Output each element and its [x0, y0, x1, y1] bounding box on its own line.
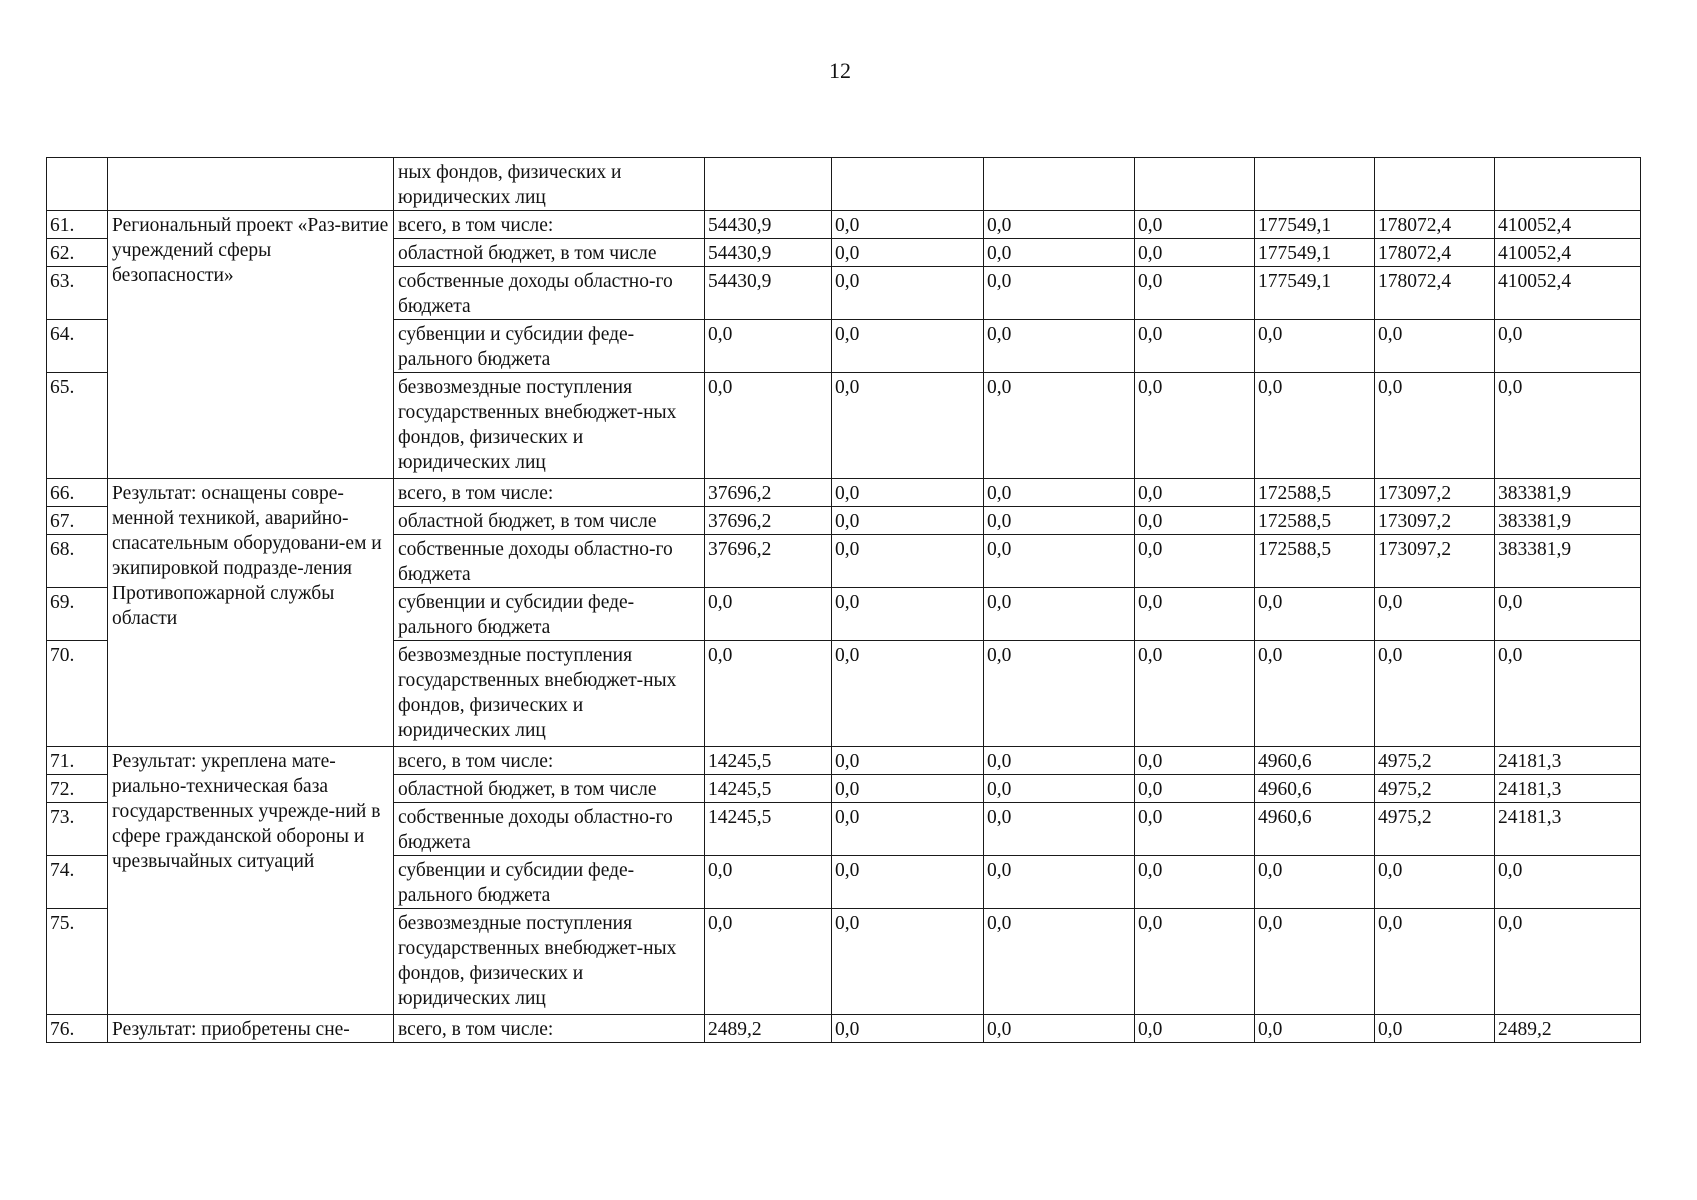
funding-source-cell: всего, в том числе:: [394, 211, 705, 239]
item-name-cell: Результат: оснащены совре-менной техникой, аварийно-спасательным оборудовани-ем и экипировкой подразде-ления Противопожарной службы области: [108, 479, 394, 747]
row-number-cell: 62.: [47, 239, 108, 267]
value-cell: [705, 158, 832, 211]
row-number-cell: 74.: [47, 856, 108, 909]
value-cell: 0,0: [984, 747, 1135, 775]
funding-source-cell: субвенции и субсидии феде-рального бюджета: [394, 856, 705, 909]
row-number-cell: 72.: [47, 775, 108, 803]
value-cell: 14245,5: [705, 747, 832, 775]
value-cell: 0,0: [984, 588, 1135, 641]
value-cell: 0,0: [832, 856, 984, 909]
item-name-cell: Региональный проект «Раз-витие учреждений сферы безопасности»: [108, 211, 394, 479]
value-cell: 0,0: [832, 641, 984, 747]
row-number-cell: 66.: [47, 479, 108, 507]
value-cell: 0,0: [1135, 1015, 1255, 1043]
value-cell: 177549,1: [1255, 211, 1375, 239]
value-cell: [832, 158, 984, 211]
value-cell: 172588,5: [1255, 479, 1375, 507]
value-cell: 24181,3: [1495, 803, 1641, 856]
value-cell: 2489,2: [705, 1015, 832, 1043]
value-cell: 0,0: [832, 267, 984, 320]
value-cell: 0,0: [1135, 507, 1255, 535]
value-cell: 178072,4: [1375, 239, 1495, 267]
value-cell: 0,0: [984, 479, 1135, 507]
funding-source-cell: субвенции и субсидии феде-рального бюджета: [394, 320, 705, 373]
value-cell: 0,0: [1495, 909, 1641, 1015]
funding-source-cell: всего, в том числе:: [394, 747, 705, 775]
value-cell: 0,0: [705, 373, 832, 479]
funding-source-cell: собственные доходы областно-го бюджета: [394, 535, 705, 588]
value-cell: 0,0: [1135, 775, 1255, 803]
funding-source-cell: всего, в том числе:: [394, 1015, 705, 1043]
value-cell: 0,0: [984, 909, 1135, 1015]
value-cell: 0,0: [832, 320, 984, 373]
funding-source-cell: ных фондов, физических и юридических лиц: [394, 158, 705, 211]
row-number-cell: 76.: [47, 1015, 108, 1043]
row-number-cell: 75.: [47, 909, 108, 1015]
value-cell: 383381,9: [1495, 535, 1641, 588]
value-cell: 0,0: [705, 909, 832, 1015]
value-cell: 0,0: [1135, 856, 1255, 909]
table-body: [47, 158, 1641, 1015]
value-cell: 37696,2: [705, 507, 832, 535]
value-cell: 0,0: [984, 507, 1135, 535]
value-cell: 173097,2: [1375, 535, 1495, 588]
value-cell: 4960,6: [1255, 747, 1375, 775]
value-cell: 0,0: [1135, 479, 1255, 507]
value-cell: 0,0: [832, 909, 984, 1015]
value-cell: 0,0: [984, 1015, 1135, 1043]
table-row: [47, 1015, 1641, 1043]
funding-source-cell: областной бюджет, в том числе: [394, 775, 705, 803]
value-cell: 0,0: [832, 479, 984, 507]
value-cell: 0,0: [1255, 641, 1375, 747]
value-cell: [1495, 158, 1641, 211]
value-cell: 4975,2: [1375, 747, 1495, 775]
row-number-cell: 68.: [47, 535, 108, 588]
value-cell: 0,0: [1375, 320, 1495, 373]
value-cell: 410052,4: [1495, 239, 1641, 267]
value-cell: 177549,1: [1255, 267, 1375, 320]
value-cell: 177549,1: [1255, 239, 1375, 267]
value-cell: 178072,4: [1375, 267, 1495, 320]
value-cell: 54430,9: [705, 267, 832, 320]
value-cell: 173097,2: [1375, 479, 1495, 507]
value-cell: 4975,2: [1375, 803, 1495, 856]
page-number: 12: [829, 58, 851, 83]
table-row: [47, 747, 1641, 775]
value-cell: 0,0: [1495, 373, 1641, 479]
value-cell: 54430,9: [705, 239, 832, 267]
funding-source-cell: собственные доходы областно-го бюджета: [394, 803, 705, 856]
value-cell: [1135, 158, 1255, 211]
value-cell: 0,0: [832, 1015, 984, 1043]
value-cell: 383381,9: [1495, 479, 1641, 507]
value-cell: 0,0: [984, 267, 1135, 320]
funding-source-cell: безвозмездные поступления государственных внебюджет-ных фондов, физических и юридических лиц: [394, 641, 705, 747]
value-cell: 37696,2: [705, 535, 832, 588]
value-cell: 0,0: [832, 211, 984, 239]
row-number-cell: [47, 158, 108, 211]
funding-source-cell: безвозмездные поступления государственных внебюджет-ных фондов, физических и юридических лиц: [394, 373, 705, 479]
value-cell: 0,0: [1135, 641, 1255, 747]
row-number-cell: 67.: [47, 507, 108, 535]
value-cell: 0,0: [832, 239, 984, 267]
row-number-cell: 69.: [47, 588, 108, 641]
row-number-cell: 64.: [47, 320, 108, 373]
table-row: [47, 479, 1641, 507]
value-cell: 0,0: [1255, 588, 1375, 641]
value-cell: 14245,5: [705, 775, 832, 803]
value-cell: 0,0: [705, 320, 832, 373]
value-cell: 0,0: [1375, 909, 1495, 1015]
value-cell: 178072,4: [1375, 211, 1495, 239]
row-number-cell: 73.: [47, 803, 108, 856]
value-cell: 0,0: [1255, 373, 1375, 479]
value-cell: 0,0: [1255, 320, 1375, 373]
value-cell: 172588,5: [1255, 535, 1375, 588]
value-cell: 0,0: [705, 588, 832, 641]
budget-table: [46, 157, 1641, 1043]
value-cell: 0,0: [832, 507, 984, 535]
value-cell: 0,0: [1135, 373, 1255, 479]
value-cell: 0,0: [1135, 803, 1255, 856]
item-name-cell: [108, 158, 394, 211]
value-cell: 0,0: [984, 373, 1135, 479]
value-cell: 37696,2: [705, 479, 832, 507]
row-number-cell: 65.: [47, 373, 108, 479]
value-cell: [984, 158, 1135, 211]
funding-source-cell: областной бюджет, в том числе: [394, 507, 705, 535]
row-number-cell: 61.: [47, 211, 108, 239]
value-cell: 0,0: [832, 747, 984, 775]
value-cell: 0,0: [1135, 909, 1255, 1015]
value-cell: 0,0: [1135, 320, 1255, 373]
funding-source-cell: собственные доходы областно-го бюджета: [394, 267, 705, 320]
value-cell: 0,0: [984, 535, 1135, 588]
value-cell: 0,0: [984, 856, 1135, 909]
value-cell: 24181,3: [1495, 747, 1641, 775]
value-cell: 4960,6: [1255, 775, 1375, 803]
value-cell: 0,0: [1135, 239, 1255, 267]
value-cell: 173097,2: [1375, 507, 1495, 535]
value-cell: 410052,4: [1495, 211, 1641, 239]
value-cell: 0,0: [1255, 856, 1375, 909]
value-cell: 0,0: [1495, 320, 1641, 373]
funding-source-cell: субвенции и субсидии феде-рального бюджета: [394, 588, 705, 641]
value-cell: 54430,9: [705, 211, 832, 239]
value-cell: 0,0: [1375, 373, 1495, 479]
value-cell: 0,0: [832, 775, 984, 803]
funding-source-cell: областной бюджет, в том числе: [394, 239, 705, 267]
value-cell: 0,0: [984, 641, 1135, 747]
value-cell: 0,0: [984, 775, 1135, 803]
row-number-cell: 71.: [47, 747, 108, 775]
value-cell: 0,0: [1135, 267, 1255, 320]
value-cell: 14245,5: [705, 803, 832, 856]
value-cell: 0,0: [1495, 588, 1641, 641]
value-cell: 0,0: [984, 320, 1135, 373]
row-number-cell: 63.: [47, 267, 108, 320]
value-cell: 410052,4: [1495, 267, 1641, 320]
value-cell: 0,0: [1135, 588, 1255, 641]
value-cell: 0,0: [1135, 211, 1255, 239]
table-body-last: [47, 1015, 1641, 1043]
value-cell: 0,0: [705, 641, 832, 747]
value-cell: 2489,2: [1495, 1015, 1641, 1043]
value-cell: 0,0: [1495, 641, 1641, 747]
value-cell: 0,0: [984, 803, 1135, 856]
value-cell: 0,0: [1375, 588, 1495, 641]
item-name-cell: Результат: укреплена мате-риально-техническая база государственных учрежде-ний в сфере гражданской обороны и чрезвычайных ситуаций: [108, 747, 394, 1015]
value-cell: 24181,3: [1495, 775, 1641, 803]
funding-source-cell: безвозмездные поступления государственных внебюджет-ных фондов, физических и юридических лиц: [394, 909, 705, 1015]
value-cell: 0,0: [1495, 856, 1641, 909]
table-row: [47, 158, 1641, 211]
item-name-cell: Результат: приобретены сне-: [108, 1015, 394, 1043]
value-cell: 172588,5: [1255, 507, 1375, 535]
value-cell: [1375, 158, 1495, 211]
row-number-cell: 70.: [47, 641, 108, 747]
value-cell: 0,0: [832, 373, 984, 479]
value-cell: 0,0: [1375, 856, 1495, 909]
value-cell: 0,0: [1135, 747, 1255, 775]
value-cell: [1255, 158, 1375, 211]
value-cell: 0,0: [1255, 1015, 1375, 1043]
value-cell: 0,0: [1255, 909, 1375, 1015]
value-cell: 0,0: [984, 239, 1135, 267]
table-row: [47, 211, 1641, 239]
value-cell: 0,0: [1135, 535, 1255, 588]
value-cell: 0,0: [984, 211, 1135, 239]
value-cell: 0,0: [1375, 1015, 1495, 1043]
value-cell: 0,0: [1375, 641, 1495, 747]
value-cell: 0,0: [832, 588, 984, 641]
value-cell: 4975,2: [1375, 775, 1495, 803]
funding-source-cell: всего, в том числе:: [394, 479, 705, 507]
value-cell: 0,0: [832, 535, 984, 588]
value-cell: 0,0: [832, 803, 984, 856]
value-cell: 383381,9: [1495, 507, 1641, 535]
value-cell: 0,0: [705, 856, 832, 909]
value-cell: 4960,6: [1255, 803, 1375, 856]
